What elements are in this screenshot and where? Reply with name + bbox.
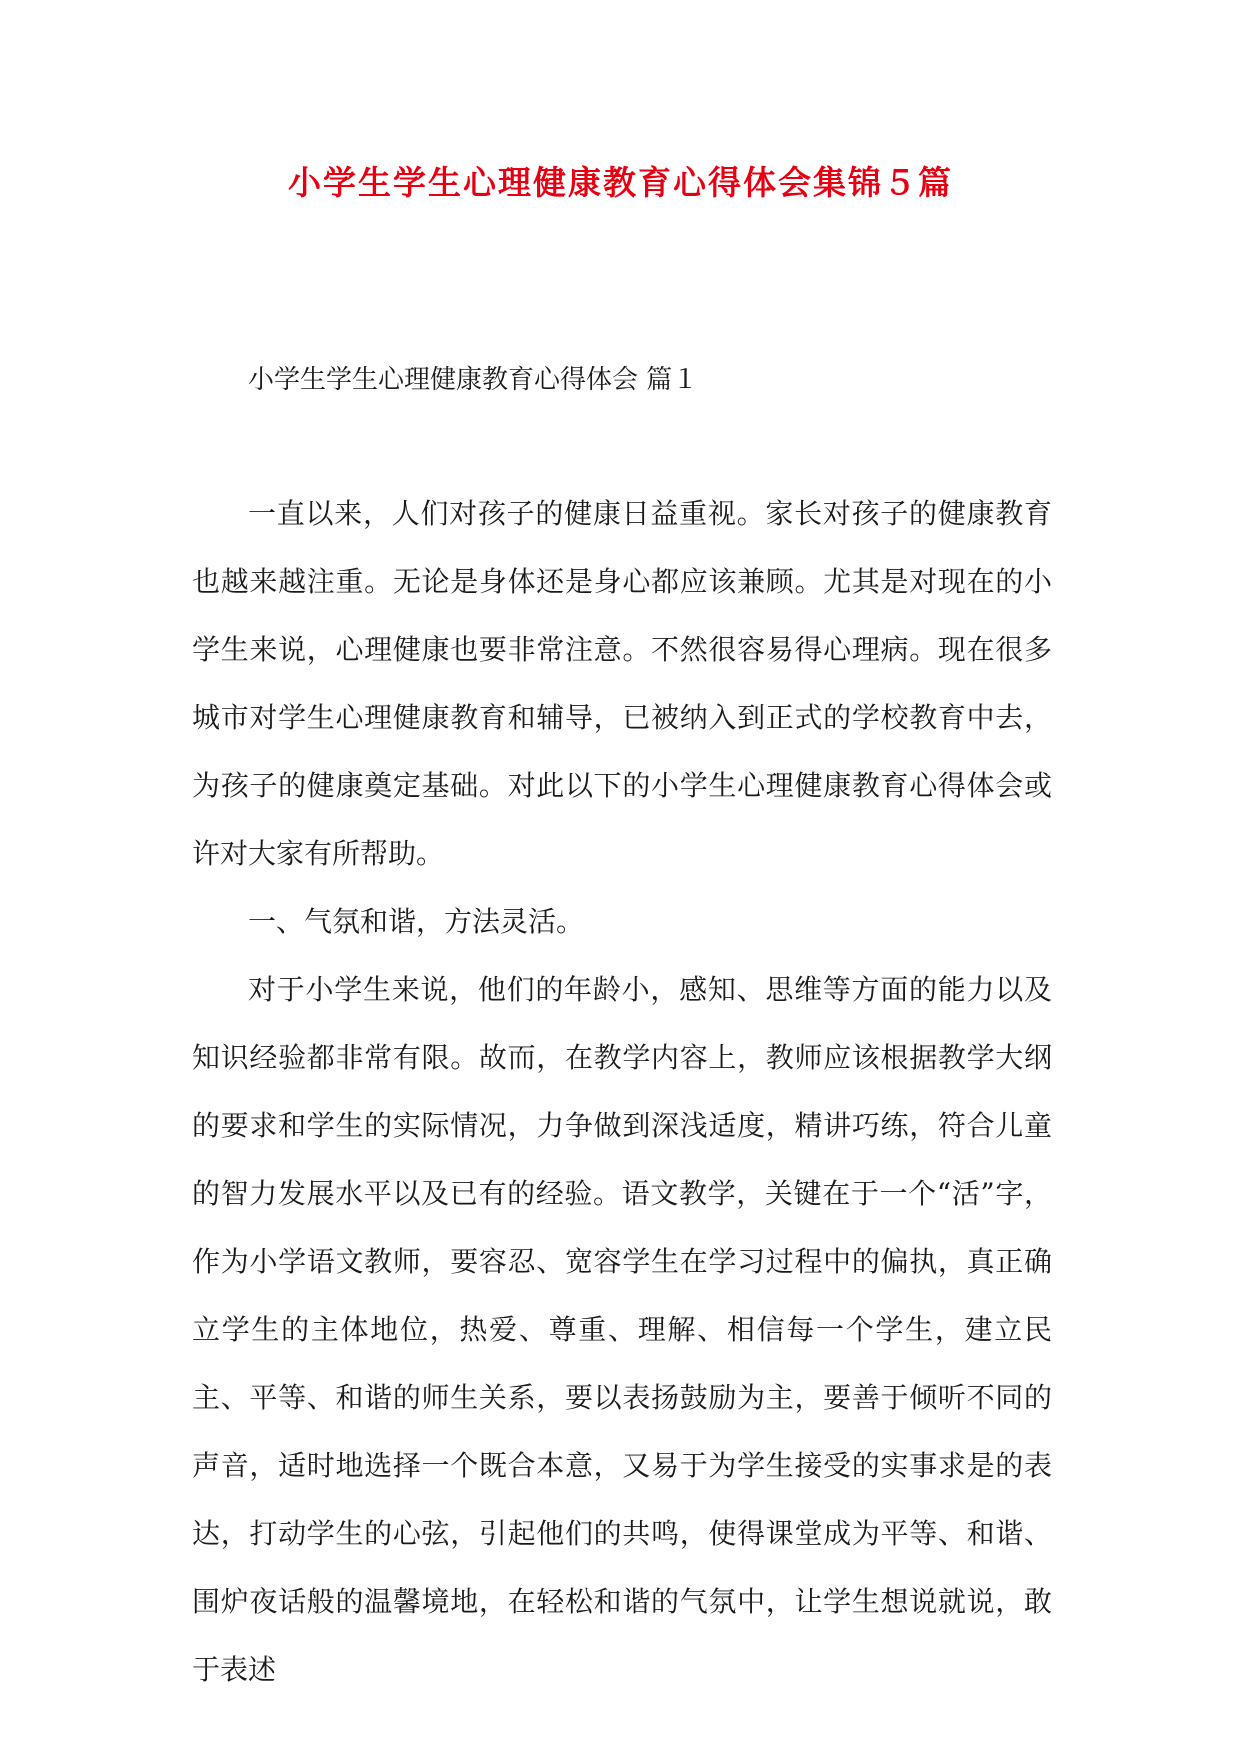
subheading-paragraph: 一、气氛和谐，方法灵活。 — [248, 905, 585, 938]
section-heading: 小学生学生心理健康教育心得体会 篇１ — [248, 365, 699, 395]
document-title: 小学生学生心理健康教育心得体会集锦５篇 — [288, 163, 953, 202]
body-paragraph: 一直以来，人们对孩子的健康日益重视。家长对孩子的健康教育也越来越注重。无论是身体还是身心都应该兼顾。尤其是对现在的小学生来说，心理健康也要非常注意。不然很容易得心理病。现在很多城市对学生心理健康教育和辅导，已被纳入到正式的学校教育中去，为孩子的健康奠定基础。对此以下的小学生心理健康教育心得体会或许对大家有所帮助。 — [192, 497, 1052, 870]
body-paragraph: 对于小学生来说，他们的年龄小，感知、思维等方面的能力以及知识经验都非常有限。故而，在教学内容上，教师应该根据教学大纲的要求和学生的实际情况，力争做到深浅适度，精讲巧练，符合儿童的智力发展水平以及已有的经验。语文教学，关键在于一个“活”字，作为小学语文教师，要容忍、宽容学生在学习过程中的偏执，真正确立学生的主体地位，热爱、尊重、理解、相信每一个学生，建立民主、平等、和谐的师生关系，要以表扬鼓励为主，要善于倾听不同的声音，适时地选择一个既合本意，又易于为学生接受的实事求是的表达，打动学生的心弦，引起他们的共鸣，使得课堂成为平等、和谐、围炉夜话般的温馨境地，在轻松和谐的气氛中，让学生想说就说，敢于表述 — [192, 973, 1052, 1686]
document-body — [192, 480, 1052, 1704]
